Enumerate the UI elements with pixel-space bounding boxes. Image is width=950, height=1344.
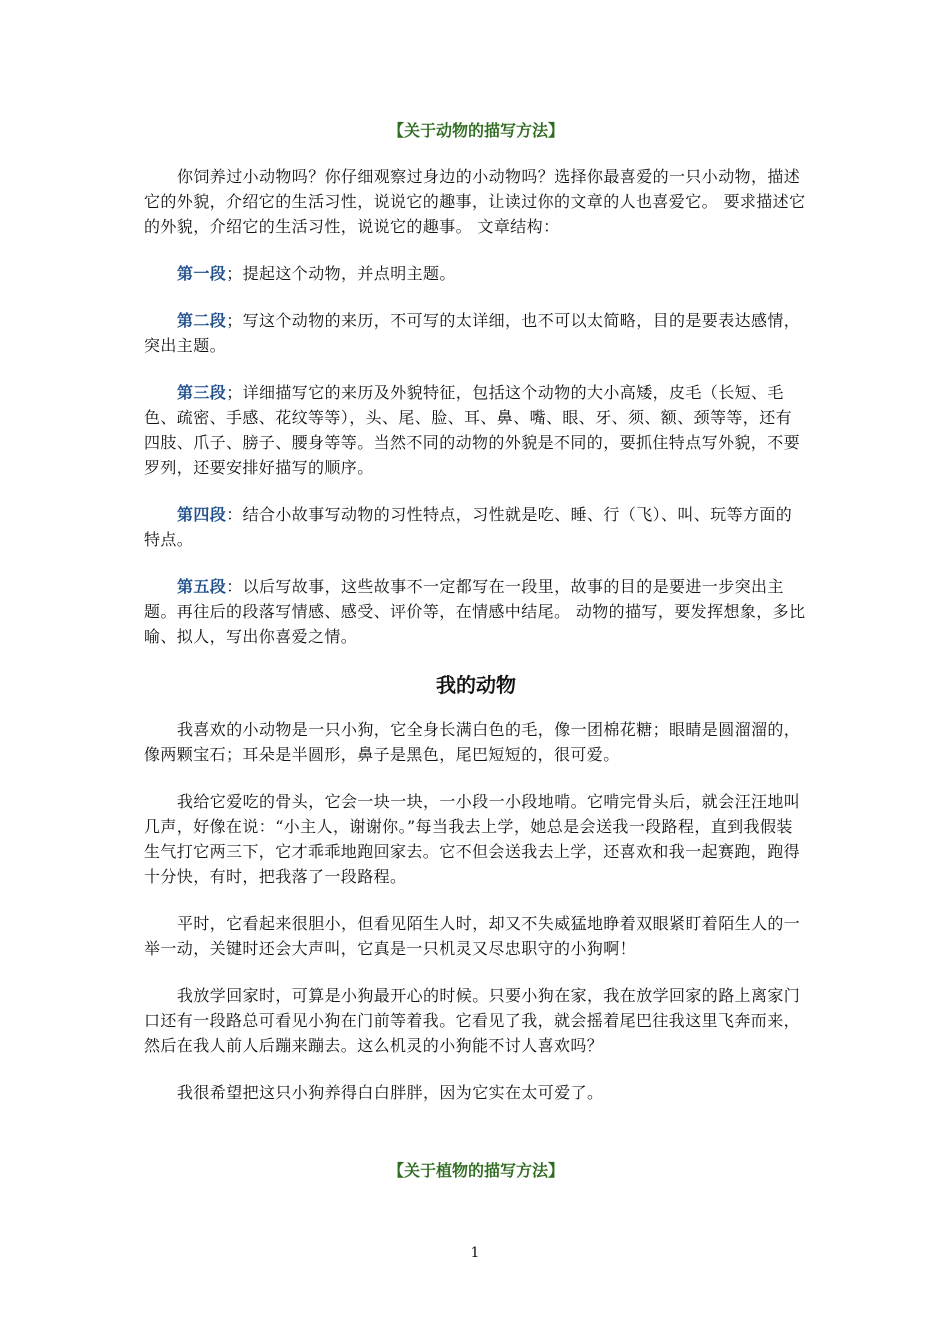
section-title-animal-methods: 【关于动物的描写方法】 — [387, 121, 564, 140]
segment-label: 第五段 — [177, 577, 227, 596]
page-number: 1 — [470, 1245, 480, 1261]
essay-paragraph-4: 我放学回家时，可算是小狗最开心的时候。只要小狗在家，我在放学回家的路上离家门口还有一段路总可看见小狗在门前等着我。它看见了我，就会摇着尾巴往我这里飞奔而来，然后在我人前人后蹦来蹦去。这么机灵的小狗能不讨人喜欢吗？ — [144, 986, 801, 1055]
segment-paragraph-3 — [144, 380, 808, 480]
segment-text: ；写这个动物的来历，不可写的太详细，也不可以太简略，目的是要表达感情，突出主题。 — [144, 311, 801, 355]
segment-paragraph-5 — [144, 574, 808, 649]
segment-paragraph-2 — [144, 308, 808, 358]
essay-paragraph-5: 我很希望把这只小狗养得白白胖胖，因为它实在太可爱了。 — [177, 1083, 604, 1102]
essay-title: 我的动物 — [436, 673, 516, 697]
essay-paragraph-3: 平时，它看起来很胆小，但看见陌生人时，却又不失威猛地睁着双眼紧盯着陌生人的一举一动，关键时还会大声叫，它真是一只机灵又尽忠职守的小狗啊！ — [144, 914, 801, 958]
essay-paragraph-2: 我给它爱吃的骨头，它会一块一块，一小段一小段地啃。它啃完骨头后，就会汪汪地叫几声，好像在说：“小主人，谢谢你。”每当我去上学，她总是会送我一段路程，直到我假装生气打它两三下，它才乖乖地跑回家去。它不但会送我去上学，还喜欢和我一起赛跑，跑得十分快，有时，把我落了一段路程。 — [144, 792, 801, 886]
intro-paragraph: 你饲养过小动物吗？你仔细观察过身边的小动物吗？选择你最喜爱的一只小动物，描述它的外貌，介绍它的生活习性，说说它的趣事，让读过你的文章的人也喜爱它。 要求描述它的外貌，介绍它的生活习性，说说它的趣事。 文章结构： — [144, 167, 806, 236]
segment-paragraph-4 — [144, 502, 808, 552]
section-title-plant-methods: 【关于植物的描写方法】 — [387, 1161, 564, 1180]
segment-text: ：结合小故事写动物的习性特点，习性就是吃、睡、行（飞）、叫、玩等方面的特点。 — [144, 505, 793, 549]
segment-paragraph-1 — [144, 261, 808, 286]
segment-label: 第二段 — [177, 311, 227, 330]
essay-paragraph-1: 我喜欢的小动物是一只小狗，它全身长满白色的毛，像一团棉花糖；眼睛是圆溜溜的，像两颗宝石；耳朵是半圆形，鼻子是黑色，尾巴短短的，很可爱。 — [144, 720, 801, 764]
segment-text: ：以后写故事，这些故事不一定都写在一段里，故事的目的是要进一步突出主题。再往后的段落写情感、感受、评价等，在情感中结尾。 动物的描写，要发挥想象，多比喻、拟人，写出你喜爱之情。 — [144, 577, 806, 646]
page-content — [144, 120, 808, 1127]
segment-text: ；提起这个动物，并点明主题。 — [226, 264, 456, 283]
segment-label: 第四段 — [177, 505, 227, 524]
segment-label: 第三段 — [177, 383, 227, 402]
segment-text: ；详细描写它的来历及外貌特征，包括这个动物的大小高矮，皮毛（长短、毛色、疏密、手感、花纹等等），头、尾、脸、耳、鼻、嘴、眼、牙、须、额、颈等等，还有四肢、爪子、膀子、腰身等等。当然不同的动物的外貌是不同的，要抓住特点写外貌，不要罗列，还要安排好描写的顺序。 — [144, 383, 801, 477]
segment-label: 第一段 — [177, 264, 227, 283]
